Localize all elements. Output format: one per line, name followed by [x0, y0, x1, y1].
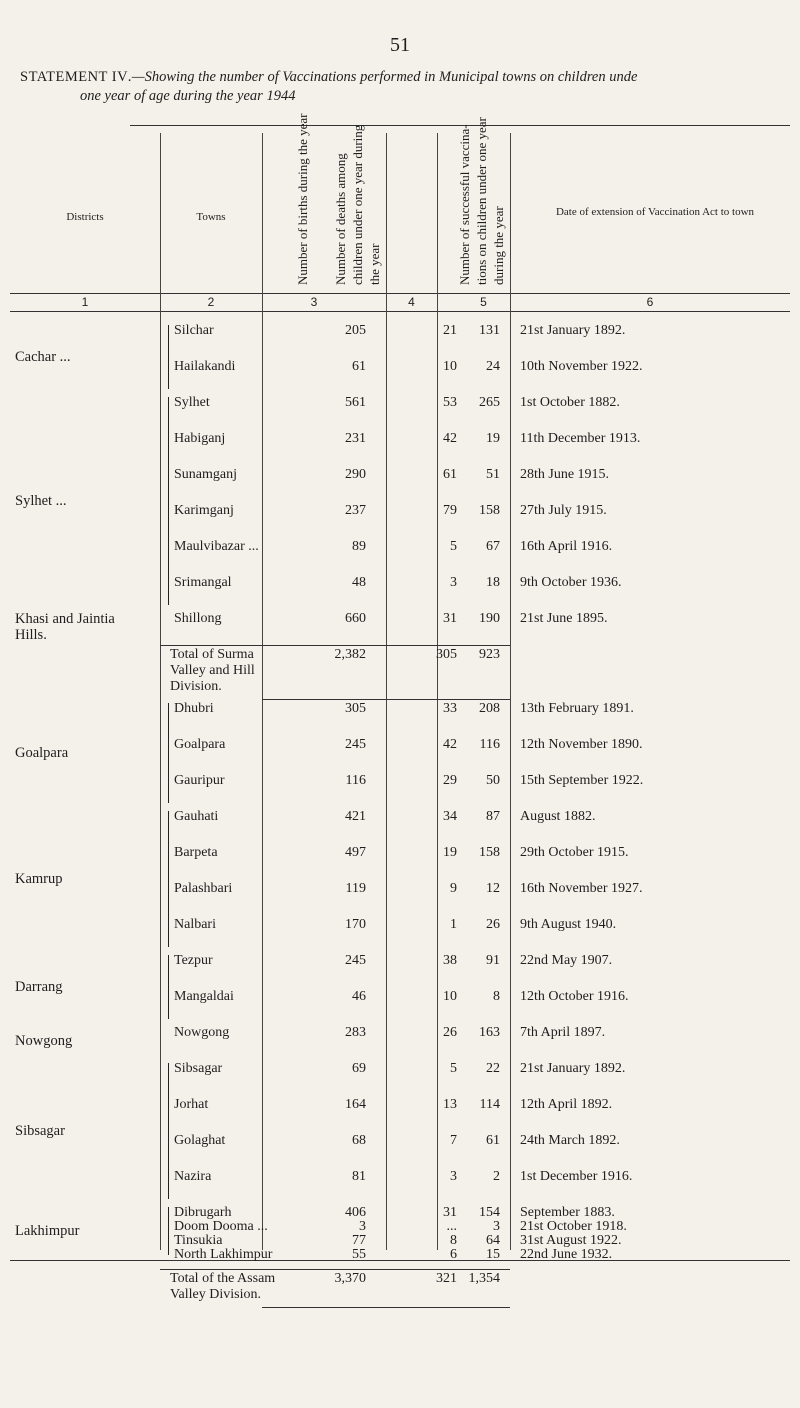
column-header-deaths-line: Number of deaths among [333, 153, 348, 285]
town-name: North Lakhimpur [174, 1247, 273, 1262]
births-value: 421 [345, 809, 366, 824]
total-births: 2,382 [334, 647, 366, 662]
births-value: 116 [345, 773, 366, 788]
extension-date: 15th September 1922. [520, 773, 644, 788]
vaccinations-value: 18 [486, 575, 500, 590]
town-name: Gauhati [174, 809, 219, 824]
total-vaccinations: 923 [479, 647, 500, 662]
deaths-value: 13 [443, 1097, 457, 1112]
town-name: Barpeta [174, 845, 218, 860]
extension-date: 7th April 1897. [520, 1025, 606, 1040]
deaths-value: 26 [443, 1025, 457, 1040]
total-underline [262, 1307, 510, 1308]
extension-date: 21st October 1918. [520, 1219, 627, 1234]
town-name: Nazira [174, 1169, 212, 1184]
column-number-5: 5 [480, 295, 487, 309]
births-value: 3 [359, 1219, 366, 1234]
district-name: Kamrup [15, 871, 63, 887]
deaths-value: 8 [450, 1233, 457, 1248]
deaths-value: 7 [450, 1133, 457, 1148]
total-label-line: Valley and Hill [170, 663, 255, 678]
bottom-rule [10, 1260, 790, 1261]
vaccinations-value: 208 [479, 701, 500, 716]
district-name: Nowgong [15, 1033, 73, 1049]
town-name: Silchar [174, 323, 214, 338]
deaths-value: 53 [443, 395, 457, 410]
deaths-value: 3 [450, 1169, 457, 1184]
extension-date: 11th December 1913. [520, 431, 641, 446]
vaccinations-value: 15 [486, 1247, 500, 1262]
vaccinations-value: 116 [479, 737, 500, 752]
deaths-value: 9 [450, 881, 457, 896]
column-header-deaths-line: children under one year during [350, 124, 365, 285]
column-header-date: Date of extension of Vaccination Act to town [555, 206, 755, 218]
town-name: Tezpur [174, 953, 213, 968]
brace-icon [168, 1207, 169, 1255]
births-value: 245 [345, 737, 366, 752]
extension-date: 10th November 1922. [520, 359, 643, 374]
extension-date: 1st December 1916. [520, 1169, 633, 1184]
vaccinations-value: 154 [479, 1205, 500, 1220]
extension-date: 12th November 1890. [520, 737, 643, 752]
deaths-value: 19 [443, 845, 457, 860]
district-name: Sibsagar [15, 1123, 65, 1139]
deaths-value: 38 [443, 953, 457, 968]
statement-subtitle-line2: one year of age during the year 1944 [80, 88, 296, 104]
total-deaths: 321 [436, 1271, 457, 1286]
extension-date: 21st January 1892. [520, 1061, 626, 1076]
deaths-value: 5 [450, 539, 457, 554]
extension-date: 12th October 1916. [520, 989, 629, 1004]
brace-icon [168, 397, 169, 605]
column-header-districts: Districts [66, 211, 104, 223]
extension-date: 24th March 1892. [520, 1133, 620, 1148]
vaccinations-value: 2 [493, 1169, 500, 1184]
total-label-line: Valley Division. [170, 1287, 261, 1302]
vaccinations-value: 3 [493, 1219, 500, 1234]
column-header-towns: Towns [196, 211, 226, 223]
vaccinations-value: 131 [479, 323, 500, 338]
district-name: Goalpara [15, 745, 69, 761]
town-name: Goalpara [174, 737, 226, 752]
column-header-vaccinations-line: tions on children under one year [474, 117, 489, 285]
deaths-value: 33 [443, 701, 457, 716]
town-name: Palashbari [174, 881, 233, 896]
total-label-line: Total of the Assam [170, 1271, 276, 1286]
column-number-rule [10, 311, 790, 312]
vaccinations-value: 158 [479, 503, 500, 518]
town-name: Sylhet [174, 395, 210, 410]
town-name: Hailakandi [174, 359, 236, 374]
town-name: Karimganj [174, 503, 234, 518]
district-name: Sylhet ... [15, 493, 67, 509]
extension-date: 1st October 1882. [520, 395, 620, 410]
vaccinations-value: 19 [486, 431, 500, 446]
deaths-value: 31 [443, 611, 457, 626]
column-number-2: 2 [207, 295, 215, 309]
town-name: Jorhat [174, 1097, 209, 1112]
births-value: 205 [345, 323, 366, 338]
deaths-value: 34 [443, 809, 457, 824]
births-value: 81 [352, 1169, 366, 1184]
deaths-value: 61 [443, 467, 457, 482]
births-value: 406 [345, 1205, 366, 1220]
vaccinations-value: 91 [486, 953, 500, 968]
brace-icon [168, 1063, 169, 1199]
extension-date: 16th April 1916. [520, 539, 613, 554]
vaccinations-value: 24 [486, 359, 500, 374]
town-name: Maulvibazar ... [174, 539, 259, 554]
births-value: 660 [345, 611, 366, 626]
column-number-4: 4 [408, 295, 415, 309]
town-name: Golaghat [174, 1133, 226, 1148]
district-name-line: Hills. [15, 627, 47, 643]
vaccinations-value: 190 [479, 611, 500, 626]
vaccinations-value: 67 [486, 539, 500, 554]
vaccinations-value: 22 [486, 1061, 500, 1076]
births-value: 164 [345, 1097, 366, 1112]
births-value: 290 [345, 467, 366, 482]
deaths-value: 5 [450, 1061, 457, 1076]
vaccinations-value: 158 [479, 845, 500, 860]
vaccinations-value: 114 [479, 1097, 500, 1112]
deaths-value: 79 [443, 503, 457, 518]
vaccinations-value: 61 [486, 1133, 500, 1148]
column-header-vaccinations-line: during the year [491, 206, 506, 285]
extension-date: 9th August 1940. [520, 917, 617, 932]
deaths-value: 21 [443, 323, 457, 338]
births-value: 77 [352, 1233, 366, 1248]
extension-date: August 1882. [520, 809, 596, 824]
deaths-value: 1 [450, 917, 457, 932]
vaccinations-value: 26 [486, 917, 500, 932]
extension-date: 27th July 1915. [520, 503, 607, 518]
town-name: Dhubri [174, 701, 214, 716]
brace-icon [168, 955, 169, 1019]
births-value: 68 [352, 1133, 366, 1148]
district-name: Cachar ... [15, 349, 71, 365]
total-births: 3,370 [334, 1271, 366, 1286]
brace-icon [168, 811, 169, 947]
statement-heading [20, 68, 792, 106]
vaccinations-value: 8 [493, 989, 500, 1004]
town-name: Sibsagar [174, 1061, 223, 1076]
births-value: 170 [345, 917, 366, 932]
statement-label: STATEMENT IV [20, 69, 129, 85]
total-label-line: Total of Surma [170, 647, 254, 662]
town-name: Tinsukia [174, 1233, 223, 1248]
births-value: 497 [345, 845, 366, 860]
town-name: Sunamganj [174, 467, 237, 482]
extension-date: 28th June 1915. [520, 467, 610, 482]
total-rule [160, 1269, 510, 1270]
column-number-3: 3 [310, 295, 318, 309]
deaths-value: ... [446, 1219, 457, 1234]
extension-date: 29th October 1915. [520, 845, 629, 860]
town-name: Dibrugarh [174, 1205, 232, 1220]
deaths-value: 31 [443, 1205, 457, 1220]
extension-date: 31st August 1922. [520, 1233, 622, 1248]
extension-date: 22nd June 1932. [520, 1247, 613, 1262]
deaths-value: 3 [450, 575, 457, 590]
vaccination-table [10, 113, 790, 1302]
births-value: 89 [352, 539, 366, 554]
extension-date: 16th November 1927. [520, 881, 643, 896]
extension-date: 13th February 1891. [520, 701, 634, 716]
column-number-1: 1 [81, 295, 89, 309]
vaccinations-value: 265 [479, 395, 500, 410]
town-name: Habiganj [174, 431, 226, 446]
births-value: 237 [345, 503, 366, 518]
town-name: Nalbari [174, 917, 216, 932]
deaths-value: 42 [443, 737, 457, 752]
births-value: 48 [352, 575, 366, 590]
column-number-6: 6 [646, 295, 654, 309]
town-name: Gauripur [174, 773, 225, 788]
deaths-value: 10 [443, 359, 457, 374]
town-name: Doom Dooma ... [174, 1219, 268, 1234]
total-vaccinations: 1,354 [468, 1271, 500, 1286]
town-name: Srimangal [174, 575, 232, 590]
extension-date: 12th April 1892. [520, 1097, 613, 1112]
page-number: 51 [390, 34, 410, 56]
district-name: Darrang [15, 979, 63, 995]
district-name-line: Khasi and Jaintia [15, 611, 115, 627]
vaccinations-value: 12 [486, 881, 500, 896]
column-header-deaths-line: the year [367, 243, 382, 285]
deaths-value: 6 [450, 1247, 457, 1262]
extension-date: September 1883. [520, 1205, 615, 1220]
births-value: 119 [345, 881, 366, 896]
town-name: Shillong [174, 611, 222, 626]
extension-date: 21st January 1892. [520, 323, 626, 338]
town-name: Nowgong [174, 1025, 230, 1040]
town-name: Mangaldai [174, 989, 234, 1004]
births-value: 245 [345, 953, 366, 968]
births-value: 55 [352, 1247, 366, 1262]
births-value: 61 [352, 359, 366, 374]
statement-subtitle: .—Showing the number of Vaccinations performed in Municipal towns on children unde [128, 69, 638, 85]
births-value: 305 [345, 701, 366, 716]
extension-date: 21st June 1895. [520, 611, 608, 626]
vaccinations-value: 87 [486, 809, 500, 824]
births-value: 561 [345, 395, 366, 410]
total-rule [160, 645, 510, 646]
header-rule [10, 293, 790, 294]
vaccinations-value: 51 [486, 467, 500, 482]
extension-date: 22nd May 1907. [520, 953, 613, 968]
births-value: 69 [352, 1061, 366, 1076]
deaths-value: 42 [443, 431, 457, 446]
vaccinations-value: 50 [486, 773, 500, 788]
district-name: Lakhimpur [15, 1223, 80, 1239]
brace-icon [168, 703, 169, 803]
brace-icon [168, 325, 169, 389]
births-value: 231 [345, 431, 366, 446]
extension-date: 9th October 1936. [520, 575, 622, 590]
deaths-value: 29 [443, 773, 457, 788]
births-value: 46 [352, 989, 366, 1004]
total-label-line: Division. [170, 679, 222, 694]
total-underline [262, 699, 510, 700]
total-deaths: 305 [436, 647, 457, 662]
vaccinations-value: 163 [479, 1025, 500, 1040]
deaths-value: 10 [443, 989, 457, 1004]
vaccinations-value: 64 [486, 1233, 500, 1248]
column-header-vaccinations-line: Number of successful vaccina- [457, 124, 472, 285]
births-value: 283 [345, 1025, 366, 1040]
column-header-births: Number of births during the year [295, 113, 310, 285]
